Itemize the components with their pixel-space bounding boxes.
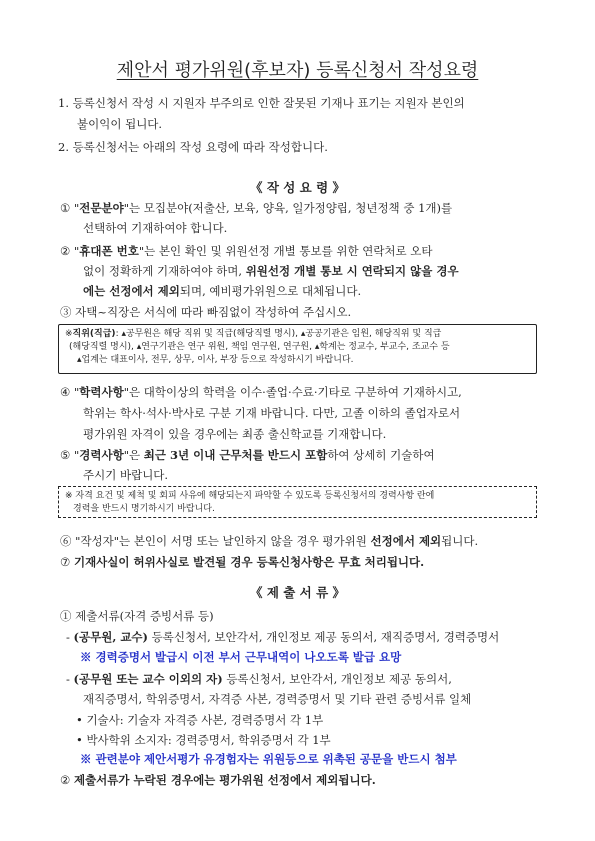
documents-note-experience: ※ 관련분야 제안서평가 유경험자는 위원등으로 위촉된 공문을 반드시 첨부 [80, 752, 457, 766]
documents-note-career-cert: ※ 경력증명서 발급시 이전 부서 근무내역이 나오도록 발급 요망 [80, 650, 402, 664]
item-number: ④ [60, 385, 71, 399]
group-text: 등록신청서, 보안각서, 개인정보 제공 동의서, 재직증명서, 경력증명서 [151, 630, 500, 644]
guideline-item-6 [60, 534, 478, 548]
note-text: : ▴공무원은 해당 직위 및 직급(해당직렬 명시), ▴공공기관은 임원, 해당직위 및 직급 [115, 329, 442, 339]
item-emphasis: 위원선정 개별 통보 시 연락되지 않을 경우 [245, 264, 459, 278]
item-keyword: 전문분야 [79, 201, 124, 215]
item-keyword: 경력사항 [79, 448, 124, 462]
item-number: ① [60, 201, 71, 215]
item-number: ② [60, 773, 71, 787]
intro-item-2: 2. 등록신청서는 아래의 작성 요령에 따라 작성합니다. [58, 140, 328, 154]
item-text: "작성자"는 본인이 서명 또는 날인하지 않을 경우 평가위원 [75, 534, 367, 548]
item-text: "은 [123, 448, 141, 462]
career-note-box [58, 486, 537, 518]
guideline-item-5 [60, 448, 435, 462]
position-note-line-1 [65, 328, 536, 341]
guideline-item-3 [60, 305, 351, 319]
quote-mark: " [73, 201, 80, 215]
guideline-item-4-line2: 학위는 학사·석사·박사로 구분 기재 바랍니다. 다만, 고졸 이하의 졸업자로서 [83, 406, 461, 420]
item-number: ⑥ [60, 534, 72, 548]
guideline-item-2-line3 [83, 284, 361, 298]
position-note-box [58, 324, 537, 374]
section-heading-documents: 《 제 출 서 류 》 [249, 585, 346, 600]
item-keyword: 휴대폰 번호 [79, 244, 139, 258]
note-mark: ※ [65, 329, 73, 339]
item-emphasis: 에는 선정에서 제외 [83, 284, 180, 298]
item-emphasis: 최근 3년 이내 근무처를 반드시 포함 [143, 448, 328, 462]
intro-item-1: 1. 등록신청서 작성 시 지원자 부주의로 인한 잘못된 기재나 표기는 지원자 본인의 [58, 96, 465, 110]
item-number: ⑦ [60, 555, 71, 569]
group-text: 등록신청서, 보안각서, 개인정보 제공 동의서, [226, 672, 452, 686]
documents-item-2 [60, 773, 376, 787]
quote-mark: " [73, 244, 80, 258]
documents-group-others [66, 672, 452, 686]
item-text: 하여 상세히 기술하여 [327, 448, 435, 462]
item-number: ② [60, 244, 71, 258]
item-keyword: 학력사항 [79, 385, 124, 399]
intro-item-1-cont: 불이익이 됩니다. [77, 117, 163, 131]
position-note-line-3: ▴업계는 대표이사, 전무, 상무, 이사, 부장 등으로 작성하시기 바랍니다. [77, 355, 354, 365]
guideline-item-1 [60, 201, 452, 215]
quote-mark: " [73, 385, 80, 399]
section-heading-guidelines: 《 작 성 요 령 》 [249, 180, 346, 195]
item-number: ③ [60, 305, 72, 319]
item-emphasis: 선정에서 제외 [370, 534, 442, 548]
item-text: "은 대학이상의 학력을 이수·졸업·수료·기타로 구분하여 기재하시고, [123, 385, 462, 399]
guideline-item-4-line3: 평가위원 자격이 있을 경우에는 최종 출신학교를 기재합니다. [83, 427, 387, 441]
page-title [0, 56, 595, 82]
item-emphasis: 제출서류가 누락된 경우에는 평가위원 선정에서 제외됩니다. [73, 773, 376, 787]
position-note-line-2: (해당직렬 명시), ▴연구기관은 연구 위원, 책임 연구원, 연구원, ▴학계는 정교수, 부교수, 조교수 등 [69, 342, 450, 352]
guideline-item-2 [60, 244, 433, 258]
item-text: "는 본인 확인 및 위원선정 개별 통보를 위한 연락처로 오타 [138, 244, 433, 258]
dash-marker: - [66, 672, 70, 686]
career-note-line-1: ※ 자격 요건 및 제척 및 회피 사유에 해당되는지 파악할 수 있도록 등록신청서의 경력사항 란에 [65, 491, 435, 501]
dash-marker: - [66, 630, 70, 644]
documents-bullet-phd: • 박사학위 소지자: 경력증명서, 학위증명서 각 1부 [76, 733, 331, 747]
guideline-item-7 [60, 555, 424, 569]
item-number: ⑤ [60, 448, 71, 462]
documents-item-1: ① 제출서류(자격 증빙서류 등) [60, 609, 214, 623]
career-note-line-2: 경력을 반드시 명기하시기 바랍니다. [73, 504, 215, 514]
page-title-text: 제안서 평가위원(후보자) 등록신청서 작성요령 [116, 60, 479, 81]
documents-group-officials [66, 630, 499, 644]
documents-bullet-engineer: • 기술사: 기술자 자격증 사본, 경력증명서 각 1부 [76, 713, 324, 727]
quote-mark: " [73, 448, 80, 462]
guideline-item-4 [60, 385, 462, 399]
item-text: 되며, 예비평가위원으로 대체됩니다. [179, 284, 362, 298]
item-text: 없이 정확하게 기재하여야 하며, [83, 264, 243, 278]
group-label: (공무원, 교수) [73, 630, 148, 644]
documents-group-others-cont: 재직증명서, 학위증명서, 자격증 사본, 경력증명서 및 기타 관련 증빙서류 일체 [83, 692, 472, 706]
note-label: 직위(직급) [72, 329, 116, 339]
item-text: "는 모집분야(저출산, 보육, 양육, 일가정양립, 청년정책 중 1개)를 [123, 201, 453, 215]
guideline-item-2-line2 [83, 264, 459, 278]
guideline-item-1-cont: 선택하여 기재하여야 합니다. [83, 221, 228, 235]
guideline-item-5-cont: 주시기 바랍니다. [83, 468, 169, 482]
item-text: 됩니다. [441, 534, 479, 548]
item-emphasis: 기재사실이 허위사실로 발견될 경우 등록신청사항은 무효 처리됩니다. [73, 555, 425, 569]
item-text: 자택~직장은 서식에 따라 빠짐없이 작성하여 주십시오. [75, 305, 352, 319]
group-label: (공무원 또는 교수 이외의 자) [73, 672, 223, 686]
